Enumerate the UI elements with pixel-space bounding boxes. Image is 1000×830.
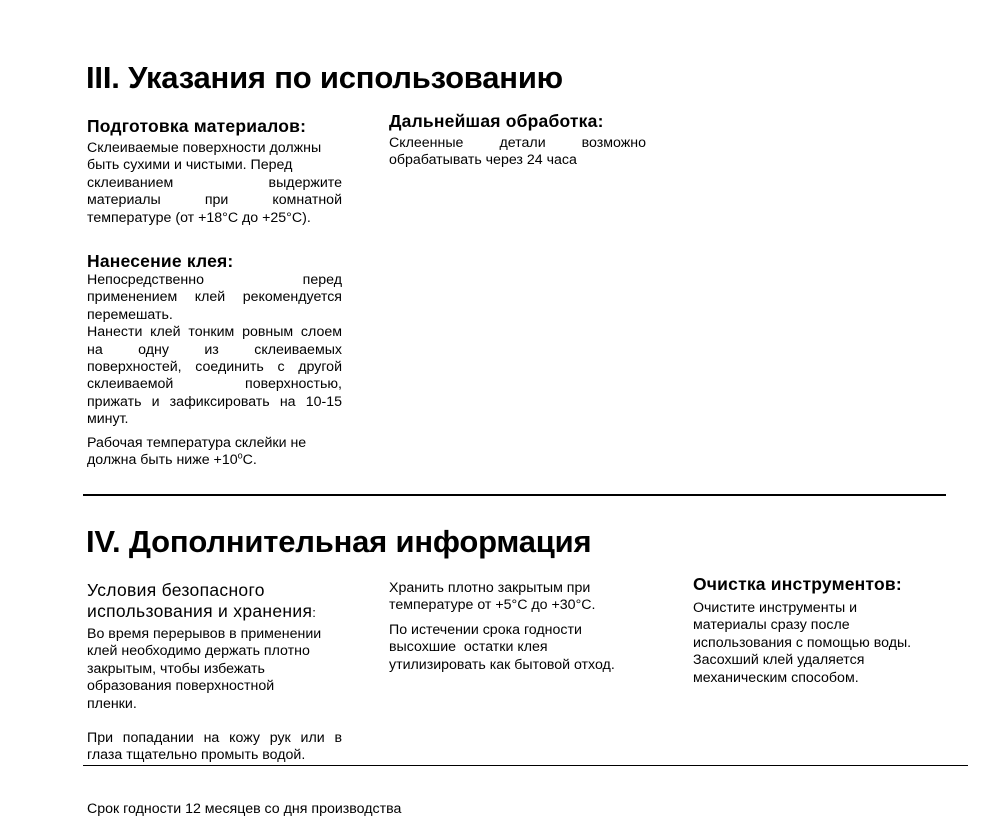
safety-block: [87, 580, 342, 765]
cleaning-line: механическим способом.: [693, 669, 859, 686]
safety-heading-line1: Условия безопасного: [87, 580, 265, 600]
cleaning-line: использования с помощью воды.: [693, 634, 912, 651]
application-line: склеиваемой поверхностью,: [87, 376, 342, 393]
application-line: Нанести клей тонким ровным слоем: [87, 324, 342, 341]
further-heading: Дальнейшая обработка:: [389, 111, 604, 131]
cleaning-block: [693, 574, 963, 687]
safety-heading-line2: использования и хранения: [87, 601, 313, 621]
temperature-line: [87, 452, 342, 469]
application-line: поверхностей, соединить с другой: [87, 359, 342, 376]
application-block: [87, 251, 342, 469]
prep-line: Склеиваемые поверхности должны: [87, 140, 322, 156]
application-line: минут.: [87, 411, 129, 428]
prep-line: склеиванием выдержите: [87, 174, 342, 191]
safety-line: закрытым, чтобы избежать: [87, 660, 265, 677]
safety-line: Во время перерывов в применении: [87, 626, 322, 642]
safety-heading: [87, 580, 342, 623]
prep-block: [87, 116, 342, 227]
storage-line: Хранить плотно закрытым при: [389, 580, 591, 596]
section-3-title: III. Указания по использованию: [86, 60, 563, 95]
safety-line: образования поверхностной: [87, 678, 275, 695]
shelf-life-note: Срок годности 12 месяцев со дня производства: [87, 801, 402, 817]
safety-line: глаза тщательно промыть водой.: [87, 747, 306, 764]
application-line: применением клей рекомендуется: [87, 289, 342, 306]
prep-line: материалы при комнатной: [87, 192, 342, 209]
cleaning-heading: Очистка инструментов:: [693, 574, 902, 594]
safety-line: пленки.: [87, 695, 137, 712]
cleaning-line: Засохший клей удаляется: [693, 652, 865, 669]
storage-line: По истечении срока годности: [389, 621, 582, 638]
temperature-line: Рабочая температура склейки не: [87, 434, 307, 451]
cleaning-line: материалы сразу после: [693, 617, 850, 634]
storage-line: утилизировать как бытовой отход.: [389, 656, 615, 673]
storage-block: [389, 580, 646, 674]
further-line: Склеенные детали возможно: [389, 135, 646, 151]
degree-sign: o: [237, 450, 243, 461]
storage-line: температуре от +5°С до +30°С.: [389, 597, 596, 614]
safety-heading-colon: :: [312, 605, 317, 620]
safety-line: клей необходимо держать плотно: [87, 643, 310, 660]
further-line: обрабатывать через 24 часа: [389, 152, 577, 169]
safety-line: При попадании на кожу рук или в: [87, 730, 342, 747]
temperature-end: С.: [242, 452, 257, 469]
application-line: перемешать.: [87, 306, 173, 323]
bottom-divider: [83, 765, 968, 766]
further-block: [389, 111, 646, 170]
application-line: прижать и зафиксировать на 10-15: [87, 393, 342, 410]
application-heading: Нанесение клея:: [87, 251, 234, 271]
application-line: на одну из склеиваемых: [87, 341, 342, 358]
cleaning-line: Очистите инструменты и: [693, 600, 858, 616]
section-divider: [83, 494, 946, 496]
prep-heading: Подготовка материалов:: [87, 116, 307, 136]
storage-line: высохшие остатки клея: [389, 639, 548, 656]
prep-line: температуре (от +18°С до +25°С).: [87, 209, 311, 226]
prep-line: быть сухими и чистыми. Перед: [87, 157, 293, 174]
temperature-text: должна быть ниже +10: [87, 452, 238, 469]
section-4-title: IV. Дополнительная информация: [86, 524, 592, 559]
application-line: Непосредственно перед: [87, 272, 342, 288]
